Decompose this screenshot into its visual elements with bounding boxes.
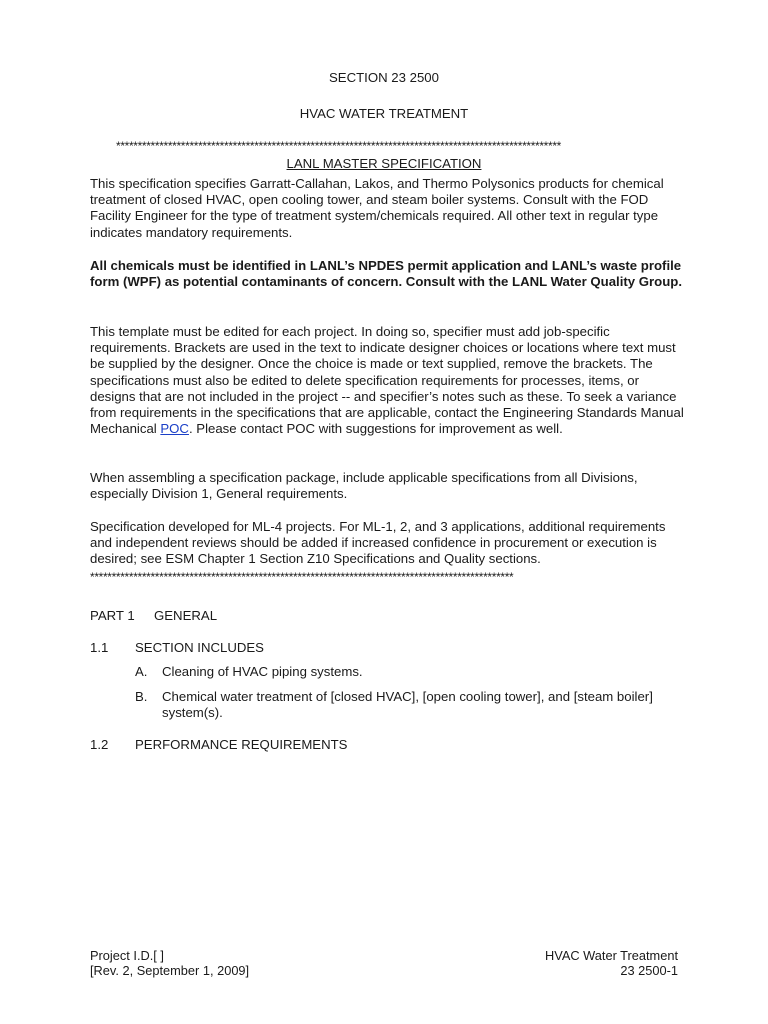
poc-link[interactable]: POC	[160, 421, 189, 437]
section-title: HVAC WATER TREATMENT	[299, 106, 469, 121]
note-paragraph-assembly: When assembling a specification package, include applicable specifications from all Divisions, especially Division 1, General requirements.	[90, 470, 638, 502]
notes-divider-bottom: **************************************************************************************************	[90, 570, 514, 584]
article-title: PERFORMANCE REQUIREMENTS	[135, 737, 348, 752]
article-title: SECTION INCLUDES	[135, 640, 264, 655]
note-paragraph-scope: This specification specifies Garratt-Callahan, Lakos, and Thermo Polysonics products for chemical treatment of closed HVAC, open cooling tower, and steam boiler systems. Consult with the FOD Facility Engineer for the type of treatment system/chemicals required. All other text in regular type indicates mandatory requirements.	[90, 176, 664, 240]
note-template-text: This template must be edited for each project. In doing so, specifier must add job-specific requirements. Brackets are used in the text to indicate designer choices or locations where text must be supplied by the designer. Once the choice is made or text supplied, remove the brackets. The specifications must also be edited to delete specification requirements for processes, items, or designs that are not included in the project -- and specifier’s notes such as these. To seek a variance from requirements in the specifications that are applicable, contact the Engineering Standards Manual Mechanical	[90, 324, 684, 437]
article-number: 1.2	[90, 737, 109, 752]
article-number: 1.1	[90, 640, 109, 655]
part-title: GENERAL	[154, 608, 218, 623]
note-paragraph-chemicals: All chemicals must be identified in LANL’s NPDES permit application and LANL’s waste profile form (WPF) as potential contaminants of concern. Consult with the LANL Water Quality Group.	[90, 258, 682, 290]
note-paragraph-ml: Specification developed for ML-4 projects. For ML-1, 2, and 3 applications, additional requirements and independent reviews should be added if increased confidence in procurement or execution is desired; see ESM Chapter 1 Section Z10 Specifications and Quality sections.	[90, 519, 666, 567]
footer-page-number: 23 2500-1	[620, 963, 678, 978]
note-template-text-end: . Please contact POC with suggestions for improvement as well.	[188, 421, 563, 437]
section-number: SECTION 23 2500	[329, 70, 439, 85]
part-1-heading	[90, 608, 690, 625]
list-item	[90, 689, 690, 723]
footer-revision: [Rev. 2, September 1, 2009]	[90, 963, 250, 978]
list-item	[90, 664, 690, 681]
article-1-2-heading	[90, 737, 690, 754]
item-text: Chemical water treatment of [closed HVAC], [open cooling tower], and [steam boiler] system(s).	[162, 689, 653, 721]
part-number: PART 1	[90, 608, 135, 623]
notes-divider-top: *******************************************************************************************************	[116, 139, 561, 153]
item-text: Cleaning of HVAC piping systems.	[162, 664, 363, 679]
master-spec-heading: LANL MASTER SPECIFICATION	[286, 156, 482, 171]
note-paragraph-template	[90, 324, 686, 437]
item-letter: A.	[135, 664, 148, 679]
footer-section-title: HVAC Water Treatment	[545, 948, 678, 963]
article-1-1-heading	[90, 640, 690, 657]
footer-project-id: Project I.D.[ ]	[90, 948, 164, 963]
item-letter: B.	[135, 689, 148, 704]
